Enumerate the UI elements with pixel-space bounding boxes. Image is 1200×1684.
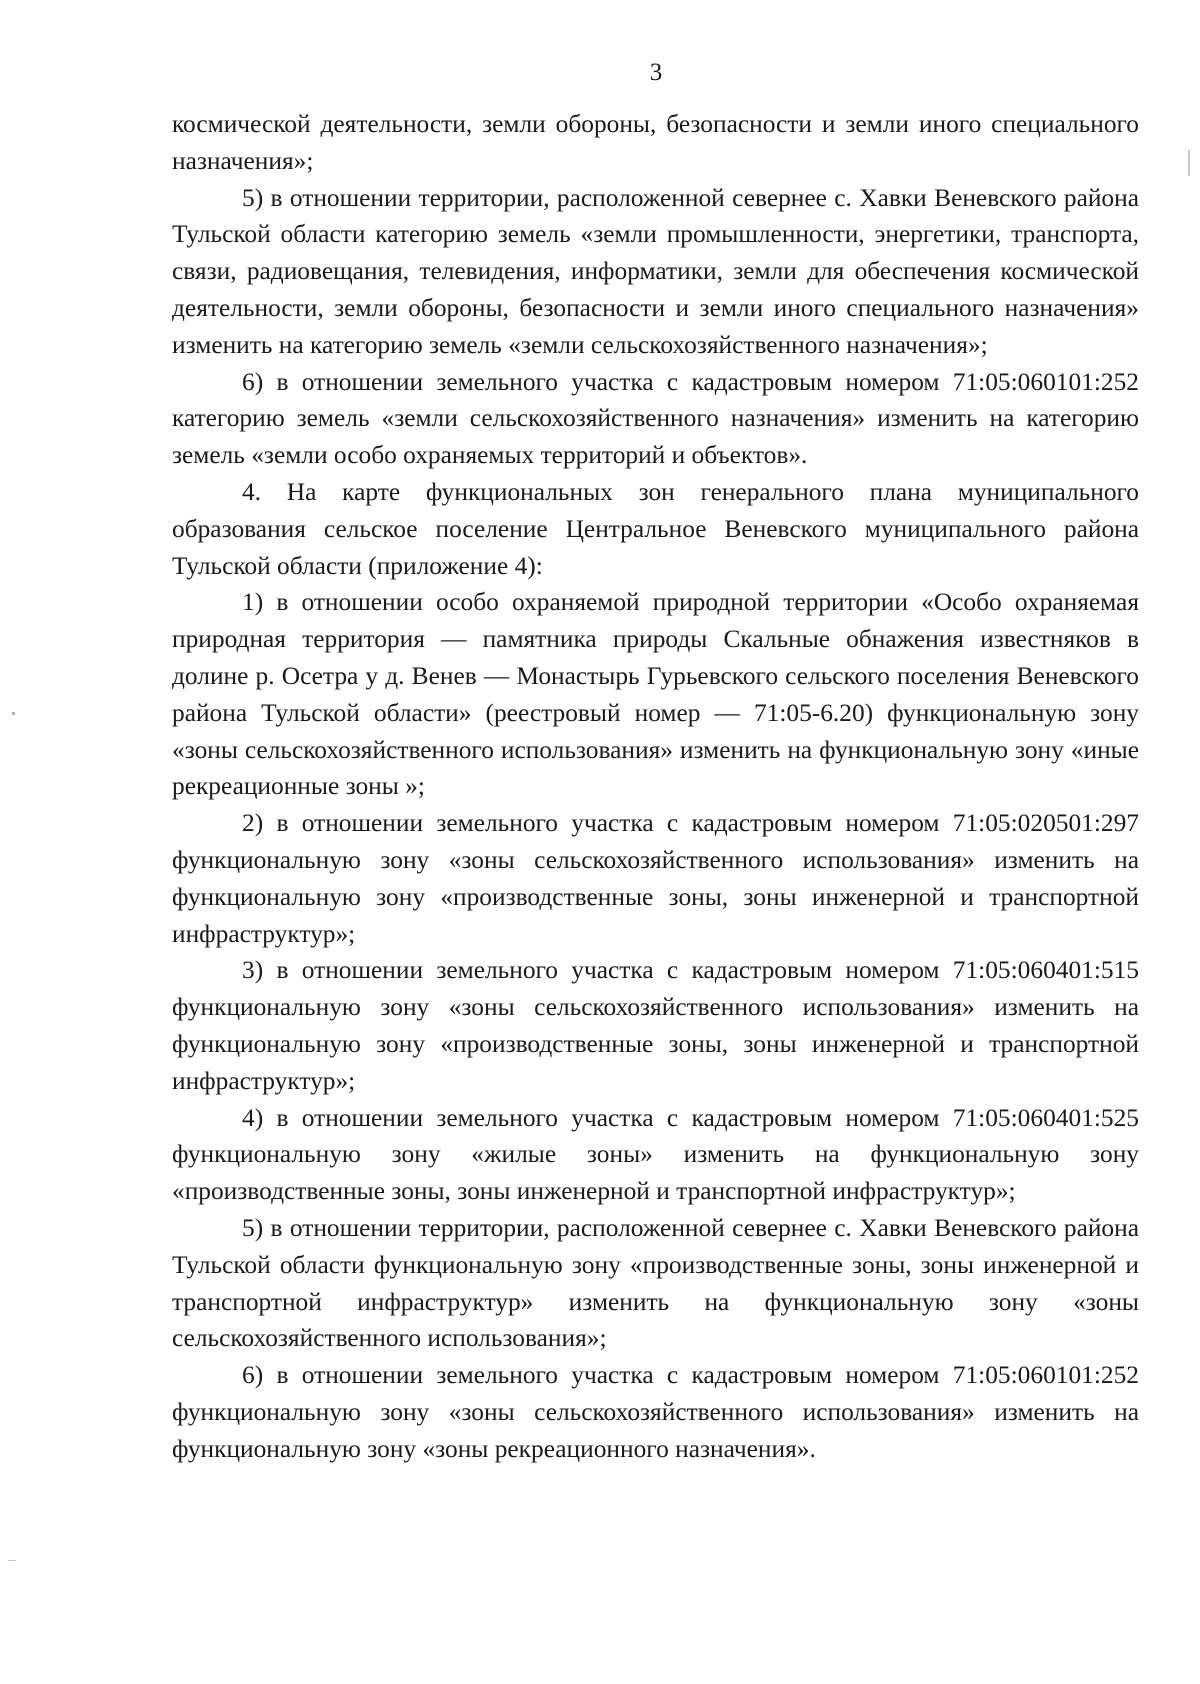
scan-artifact bbox=[8, 1560, 16, 1561]
paragraph-item-6-zone: 6) в отношении земельного участка с кадастровым номером 71:05:060101:252 функциональную зону «зоны сельскохозяйственного использования» изменить на функциональную зону «зоны рекреационного назначения». bbox=[172, 1361, 1139, 1463]
paragraph-item-6-category: 6) в отношении земельного участка с кадастровым номером 71:05:060101:252 категорию земель «земли сельскохозяйственного назначения» изменить на категорию земель «земли особо охраняемых территорий и объектов». bbox=[172, 367, 1139, 470]
paragraph-continuation: космической деятельности, земли обороны, безопасности и земли иного специального назначения»; bbox=[172, 110, 1139, 175]
paragraph-item-5-zone: 5) в отношении территории, расположенной севернее с. Хавки Веневского района Тульской области функциональную зону «производственные зоны, зоны инженерной и транспортной инфраструктур» изменить на функциональную зону «зоны сельскохозяйственного использования»; bbox=[172, 1213, 1139, 1353]
scan-artifact bbox=[12, 712, 15, 715]
paragraph-item-4-zone: 4) в отношении земельного участка с кадастровым номером 71:05:060401:525 функциональную зону «жилые зоны» изменить на функциональную зону «производственные зоны, зоны инженерной и транспортной инфраструктур»; bbox=[172, 1103, 1139, 1206]
paragraph-item-3-zone: 3) в отношении земельного участка с кадастровым номером 71:05:060401:515 функциональную зону «зоны сельскохозяйственного использования» изменить на функциональную зону «производственные зоны, зоны инженерной и транспортной инфраструктур»; bbox=[172, 956, 1139, 1095]
paragraph-item-1-zone: 1) в отношении особо охраняемой природной территории «Особо охраняемая природная территория — памятника природы Скальные обнажения известняков в долине р. Осетра у д. Венев — Монастырь Гурьевского сельского поселения Веневского района Тульской области» (реестровый номер — 71:05-6.20) функциональную зону «зоны сельскохозяйственного использования» изменить на функциональную зону «иные рекреационные зоны »; bbox=[172, 588, 1139, 801]
paragraph-section-4: 4. На карте функциональных зон генерального плана муниципального образования сельское поселение Центральное Веневского муниципального района Тульской области (приложение 4): bbox=[172, 477, 1139, 580]
page-number: 3 bbox=[649, 59, 663, 86]
document-body bbox=[172, 106, 1139, 1467]
paragraph-item-5-category: 5) в отношении территории, расположенной севернее с. Хавки Веневского района Тульской области категорию земель «земли промышленности, энергетики, транспорта, связи, радиовещания, телевидения, информатики, земли для обеспечения космической деятельности, земли обороны, безопасности и земли иного специального назначения» изменить на категорию земель «земли сельскохозяйственного назначения»; bbox=[172, 183, 1139, 359]
scan-artifact bbox=[1188, 150, 1190, 176]
paragraph-item-2-zone: 2) в отношении земельного участка с кадастровым номером 71:05:020501:297 функциональную зону «зоны сельскохозяйственного использования» изменить на функциональную зону «производственные зоны, зоны инженерной и транспортной инфраструктур»; bbox=[172, 809, 1139, 948]
